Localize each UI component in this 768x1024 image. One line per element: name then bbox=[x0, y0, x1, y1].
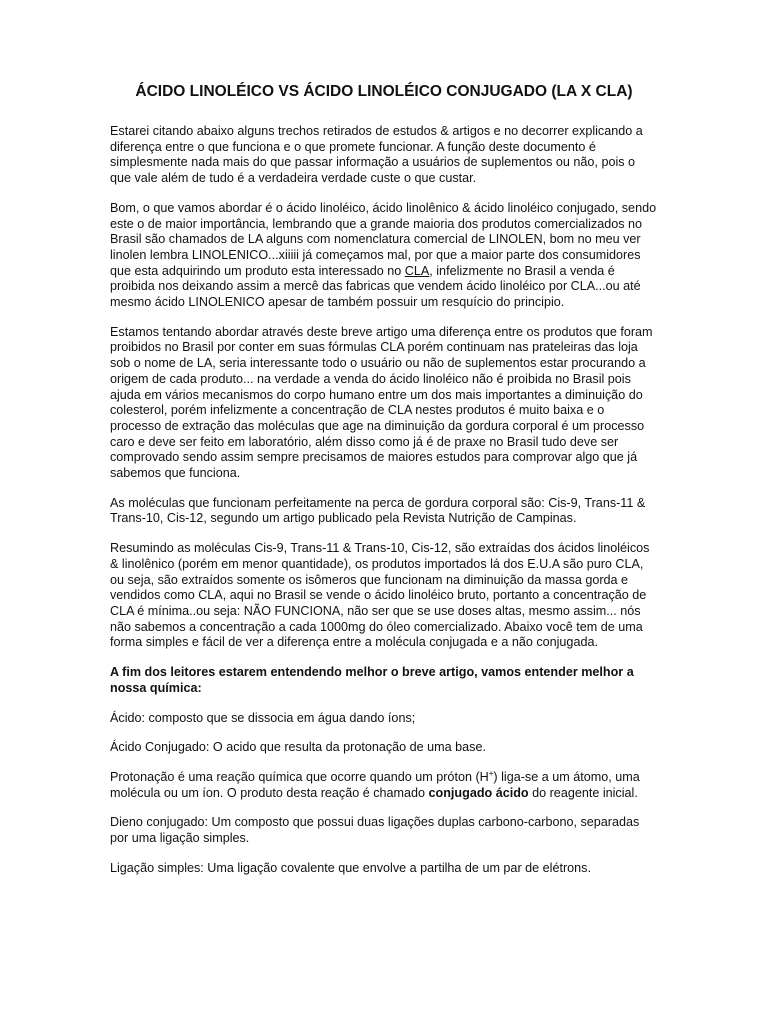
paragraph-topic bbox=[110, 201, 658, 311]
definition-conjugate-acid: Ácido Conjugado: O acido que resulta da protonação de uma base. bbox=[110, 740, 486, 755]
document-title: ÁCIDO LINOLÉICO VS ÁCIDO LINOLÉICO CONJUGADO (LA X CLA) bbox=[135, 83, 633, 100]
paragraph-chemistry-heading: A fim dos leitores estarem entendendo melhor o breve artigo, vamos entender melhor a nossa química: bbox=[110, 665, 634, 695]
paragraph-molecules: As moléculas que funcionam perfeitamente na perca de gordura corporal são: Cis-9, Trans-11 & Trans-10, Cis-12, segundo um artigo publicado pela Revista Nutrição de Campinas. bbox=[110, 495, 646, 526]
document-page bbox=[110, 82, 658, 890]
protonation-text-1: Protonação é uma reação química que ocorre quando um próton (H bbox=[110, 769, 489, 784]
definition-acid: Ácido: composto que se dissocia em água dando íons; bbox=[110, 710, 416, 725]
paragraph-topic-text-1: Bom, o que vamos abordar é o ácido linoléico, ácido linolênico & ácido linoléico conjugado, sendo este o de maior importância, lembrando que a grande maioria dos produtos comercializados no Brasil são chamados de LA alguns com nomenclatura comercial de LINOLEN, bom no meu ver linolen lembra LINOLENICO...xiiiii já começamos mal, por que a maior parte dos consumidores que esta adquirindo um produto esta interessado no bbox=[110, 200, 657, 278]
protonation-text-3: do reagente inicial. bbox=[528, 785, 638, 800]
cla-link[interactable]: CLA bbox=[404, 263, 430, 278]
protonation-bold-term: conjugado ácido bbox=[428, 785, 529, 800]
paragraph-topic-text-2: , infelizmente no Brasil a venda é proibida nos deixando assim a mercê das fabricas que vendem ácido linoléico por CLA...ou até mesmo ácido LINOLENICO apesar de também possuir um resquício do principio. bbox=[110, 263, 641, 310]
definition-single-bond: Ligação simples: Uma ligação covalente que envolve a partilha de um par de elétrons. bbox=[110, 860, 591, 875]
proton-charge-superscript: + bbox=[488, 768, 494, 778]
paragraph-intro: Estarei citando abaixo alguns trechos retirados de estudos & artigos e no decorrer explicando a diferença entre o que funciona e o que promete funcionar. A função deste documento é simplesmente nada mais do que passar informação a usuários de suplementos ou não, pois o que vale além de tudo é a verdadeira verdade custe o que custar. bbox=[110, 124, 643, 186]
paragraph-summary: Resumindo as moléculas Cis-9, Trans-11 & Trans-10, Cis-12, são extraídas dos ácidos linoléicos & linolênico (porém em menor quantidade), os produtos importados lá dos E.U.A são puro CLA, ou seja, são extraídos somente os isômeros que funcionam na diminuição da massa gorda e vendidos como CLA, aqui no Brasil se vende o ácido linoléico bruto, portanto a concentração de CLA é mínima..ou seja: NÃO FUNCIONA, não ser que se use doses altas, mesmo assim... nós não sabemos a concentração a cada 1000mg do óleo comercializado. Abaixo você tem de uma forma simples e fácil de ver a diferença entre a molécula conjugada e a não conjugada. bbox=[110, 541, 650, 650]
definition-protonation bbox=[110, 770, 658, 801]
definition-conjugated-diene: Dieno conjugado: Um composto que possui duas ligações duplas carbono-carbono, separadas por uma ligação simples. bbox=[110, 815, 640, 846]
protonation-text-2: ) liga-se a um átomo, uma molécula ou um íon. O produto desta reação é chamado bbox=[110, 769, 640, 800]
paragraph-difference: Estamos tentando abordar através deste breve artigo uma diferença entre os produtos que foram proibidos no Brasil por conter em suas fórmulas CLA porém continuam nas prateleiras das loja sob o nome de LA, seria interessante todo o usuário ou não de suplementos estar procurando a origem de cada produto... na verdade a venda do ácido linoléico não é proibida no Brasil pois ajuda em vários mecanismos do corpo humano entre um dos mais importantes a diminuição do colesterol, porém infelizmente a concentração de CLA nestes produtos é muito baixa e o processo de extração das moléculas que age na diminuição da gordura corporal é um processo caro e deve ser feito em laboratório, além disso como já é de praxe no Brasil tudo deve ser comprovado sendo assim sempre precisamos de maiores estudos para comprovar algo que já sabemos que funciona. bbox=[110, 324, 653, 481]
